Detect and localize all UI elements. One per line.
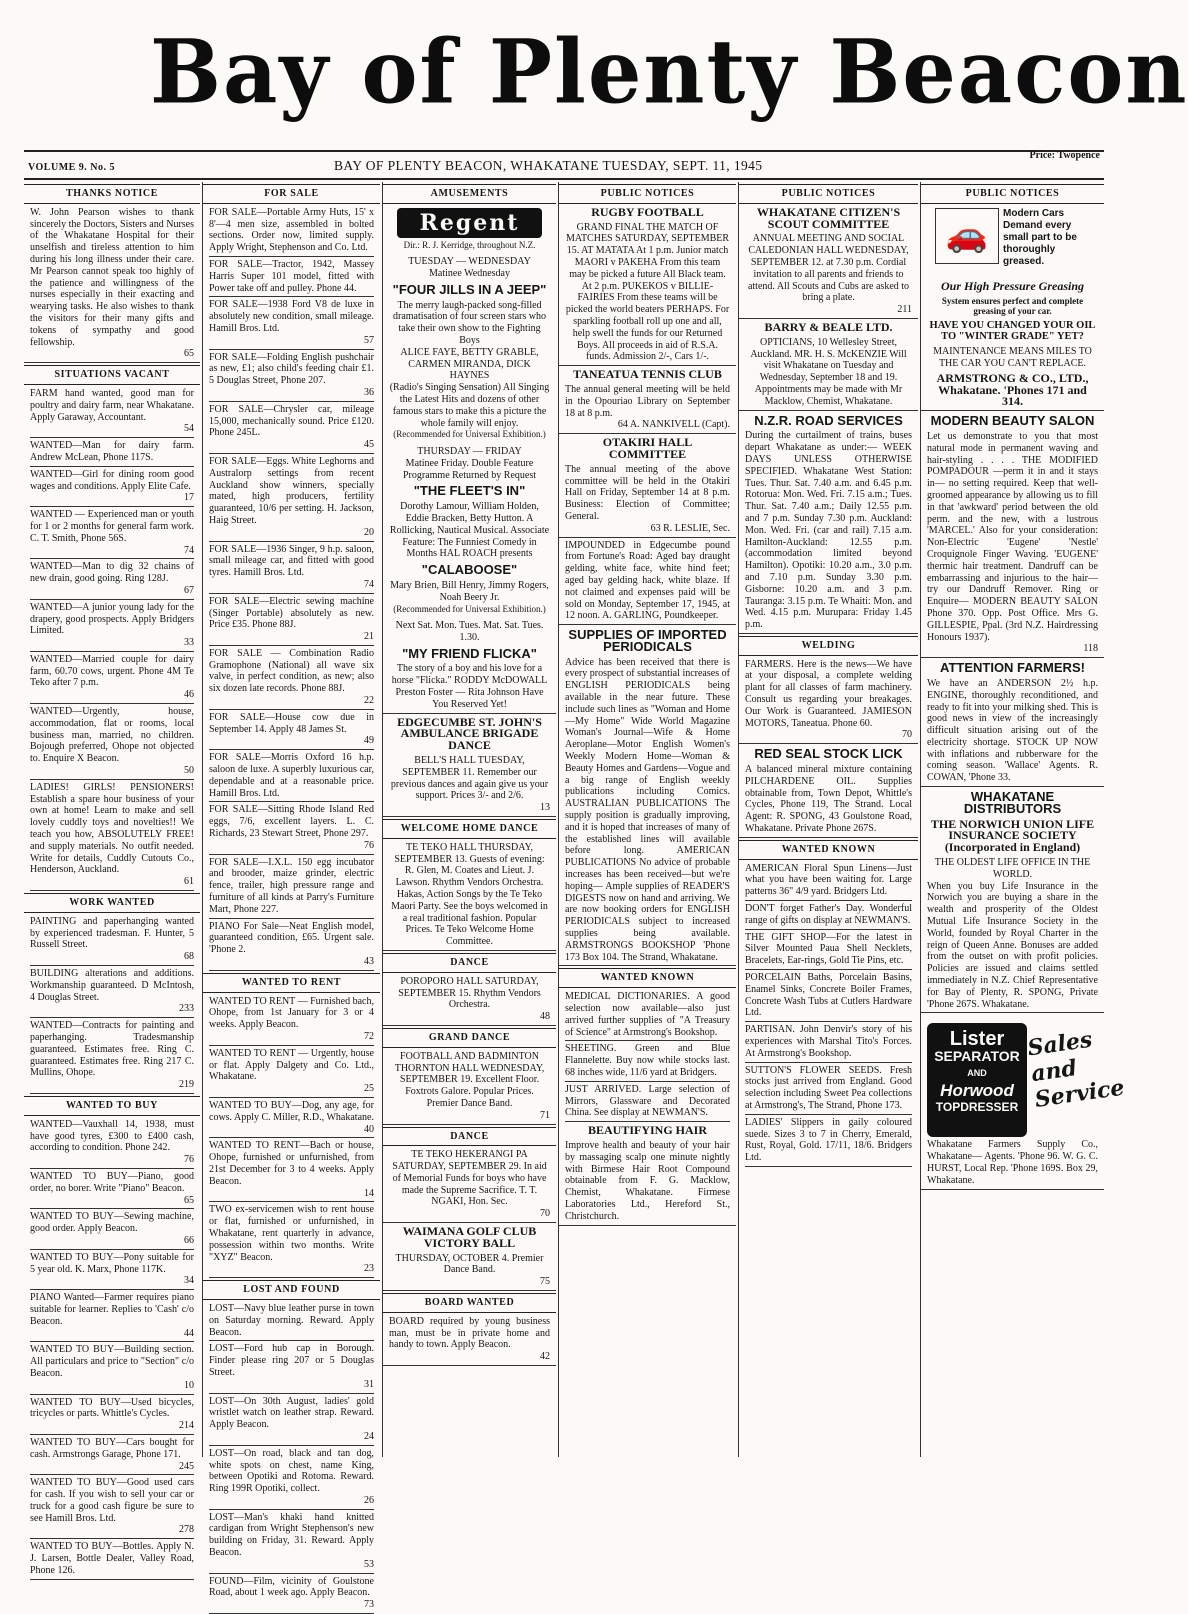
ad-text: FOR SALE—Sitting Rhode Island Red eggs, 7/6, excellent layers. L. C. Richards, 23 Stewart Street, Phone 297. [209,804,374,840]
issue-date: BAY OF PLENTY BEACON, WHAKATANE TUESDAY, SEPT. 11, 1945 [334,158,763,173]
ad-ref: 42 [540,1351,550,1363]
ad-ref: 75 [540,1276,550,1288]
ad-text: FOR SALE—Folding English pushchair as new, £1; also child's feeding chair £1. 5 Douglas Street, Phone 207. [209,351,374,387]
classified-ad [30,1292,194,1342]
classified-ad [745,1065,912,1115]
ad-ref: 71 [540,1109,550,1121]
classified-ad [209,299,374,349]
ad-text: FOR SALE—Electric sewing machine (Singer Portable) absolutely as new. Price £35. Phone 88J. [209,595,374,631]
wanted-to-rent-list [203,996,380,1279]
ad-text: PORCELAIN Baths, Porcelain Basins, Enamel Sinks, Concrete Boiler Frames, Concrete Wash Tubs at Cutlers Hardware Ltd. [745,972,912,1019]
ad-text: WANTED TO BUY—Dog, any age, for cows. Apply C. Miller, R.D., Whakatane. [209,1099,374,1123]
lister-logo-line: AND [967,1068,987,1079]
dance-heading: EDGECUMBE ST. JOHN'S AMBULANCE BRIGADE DANCE [397,714,542,753]
classified-ad [30,602,194,652]
notice-heading: TANEATUA TENNIS CLUB [573,367,722,382]
optician-notice: OPTICIANS, 10 Wellesley Street, Auckland. MR. H. S. McKENZIE Will visit Whakatane on Tuesday and Wednesday, September 18 and 19. Appointments may be made with Mr Macklow, Chemist, Whakatane. [739,337,918,411]
ad-ref: 26 [364,1494,374,1506]
ad-ref: 74 [364,578,374,590]
welding-notice [739,659,918,745]
wanted-known-list [739,863,918,1167]
film-title: "CALABOOSE" [421,562,518,578]
column-2 [202,182,380,1611]
ad-text: MEDICAL DICTIONARIES. A good selection now available—also just arrived further supplies of "A Treasury of Science" at Armstrong's Bookshop. [565,991,730,1038]
ad-text: LOST—Man's khaki hand knitted cardigan from Wright Stephenson's new building on Friday, 31. Reward. Apply Beacon. [209,1511,374,1559]
ad-text: FARM hand wanted, good man for poultry and dairy farm, near Whakatane. Apply Garaway, Accountant. [30,387,194,423]
insurer-tagline: THE OLDEST LIFE OFFICE IN THE WORLD. [934,857,1091,880]
ad-ref: 46 [184,689,194,701]
ad-text: LOST—On road, black and tan dog, white spots on chest, name King, between Opotiki and Rotoma. Reward. Ring 199R Opotiki, collect. [209,1447,374,1495]
ad-text: FOR SALE—Tractor, 1942, Massey Harris Super 101 model, fitted with Power take off and pulley. Phone 44. [209,258,374,294]
ad-signature: 64 A. NANKIVELL (Capt). [617,419,730,431]
ad-text: W. John Pearson wishes to thank sincerely the Doctors, Sisters and Nurses of the Whakatane Hospital for their unselfish and tireless attention to him during his long illness under their care. Mr Pearson cannot speak too highly of the patience and willingness of the nurses especially in their exacting and wearying tasks. He also wishes to thank the visitors for their many gifts and tokens of sympathy and good fellowship. [30,206,194,348]
dance-notice [383,1051,556,1125]
classified-ad [745,1117,912,1167]
ad-text: FOR SALE—I.X.L. 150 egg incubator and brooder, maize grinder, electric fence, trailer, high pressure range and furniture of all kinds at Parry's Furniture Mart, Phone 227. [209,856,374,915]
ad-ref: 65 [184,348,194,360]
classified-ad [565,1043,730,1081]
ad-text: WANTED TO BUY—Building section. All particulars and price to "Section" c/o Beacon. [30,1344,194,1379]
price: Price: Twopence [1029,150,1100,161]
ad-ref: 13 [540,802,550,814]
ad-text: WANTED—Man for dairy farm. Andrew McLean, Phone 117S. [30,440,194,463]
greasing-line: System ensures perfect and complete greasing of your car. [941,295,1084,317]
ad-text: WANTED TO BUY—Sewing machine, good order. Apply Beacon. [30,1211,194,1235]
classified-ad [30,440,194,467]
insurance-notice: When you buy Life Insurance in the Norwich you are buying a share in the wealth and prosperity of the Oldest Mutual Life Insurance Society in the World, founded by Royal Charter in the reign of Queen Anne. Bonuses are added from the outset on with profit policies. Policies are issued and claims settled immediately in N.Z. Chief Representative for Bay of Plenty, R. SPONG, Private 'Phone 267S. Whakatane. [921,881,1104,1014]
classified-ad [209,207,374,257]
ad-ref: 40 [364,1123,374,1135]
ad-ref: 21 [364,631,374,643]
ad-ref: 48 [540,1011,550,1023]
notice-heading: WHAKATANE DISTRIBUTORS [963,789,1062,816]
ad-text: POROPORO HALL SATURDAY, SEPTEMBER 15. Rhythm Vendors Orchestra. [398,975,541,1011]
ad-text: WANTED TO BUY—Pony suitable for 5 year old. K. Marx, Phone 117K. [30,1251,194,1275]
greasing-line: Modern Cars Demand every small part to be thoroughly greased. [1003,207,1077,267]
dance-notice [383,1253,556,1291]
ad-text: WANTED TO BUY—Bottles. Apply N. J. Larsen, Bottle Dealer, Valley Road, Phone 126. [30,1541,194,1576]
ad-signature: 63 R. LESLIE, Sec. [650,522,730,534]
board-notice [383,1316,556,1366]
ad-text: TE TEKO HEKERANGI PA SATURDAY, SEPTEMBER 29. In aid of Memorial Funds for boys who have made the Supreme Sacrifice. T. T. NGAKI, Hon. Sec. [392,1149,547,1208]
classified-ad [745,863,912,901]
program-matinee: Matinee Wednesday [429,268,510,280]
regent-logo: Regent [397,208,542,238]
column-1 [24,182,200,1576]
ad-ref: 278 [179,1524,194,1536]
ad-text: WANTED TO RENT—Bach or house, Ohope, furnished or unfurnished, from 21st December for 3 to 4 weeks. Apply Beacon. [209,1140,374,1187]
ad-text: WANTED TO BUY—Used bicycles, tricycles or parts. Whittle's Cycles. [30,1396,194,1420]
newspaper-columns [24,182,1127,1611]
ad-text: WANTED TO RENT — Urgently, house or flat. Apply Dalgety and Co. Ltd., Whakatane. [209,1047,374,1083]
ad-ref: 211 [897,304,912,316]
ad-ref: 17 [184,492,194,504]
classified-ad [565,1084,730,1122]
wanted-known-list [559,991,736,1122]
lost-found-list [203,1303,380,1614]
ad-text: SHEETING. Green and Blue Flannelette. Buy now while stocks last. 68 inches wide, 11/6 yard at Bridgers. [565,1043,730,1078]
ad-ref: 23 [364,1263,374,1275]
ad-text: The annual meeting of the above committee will be held in the Otakiri Hall on Friday, September 14 at 8 p.m. Business: Election of Committee; General. [565,463,730,522]
ad-ref: 43 [364,956,374,968]
film-cast: ALICE FAYE, BETTY GRABLE, CARMEN MIRANDA, DICK HAYNES [400,346,539,382]
classified-ad [209,1303,374,1341]
ad-text: THURSDAY, OCTOBER 4. Premier Dance Band. [395,1252,544,1276]
ad-text: THE GIFT SHOP—For the latest in Silver Mounted Paua Shell Necklets, Bracelets, Ear-rings, Gold Tie Pins, etc. [745,931,912,967]
dance-notice: TE TEKO HALL THURSDAY, SEPTEMBER 13. Guests of evening: R. Glen, M. Coates and Lieut. J. Lawson. Rhythm Vendors Orchestra. Hakas, Action Songs by the Te Teko Maori Party. See the boys welcomed in a real traditional fashion. Popular Prices. Te Teko Welcome Home Committee. [383,842,556,951]
road-services-notice: During the curtailment of trains, buses depart Whakatane as under:— WEEK DAYS UNLESS OTHERWISE SPECIFIED. Whakatane West Station: Tues. Thur. Sat. 7.40 a.m. and 6.45 p.m. Rotorua: Mon. Wed. Fri. 7.15 a.m.; Tues. Thur. Sat. 7.40 a.m.; Daily 12.55 p.m. and 7 p.m. Sunday 7.30 p.m. Auckland: Mon. Wed. Fri. (car and rail) 7.15 a.m. Hamilton-Auckland: 12.55 p.m. (accommodation limited beyond Hamilton). Opotiki: 10.20 a.m., 3.0 p.m. and 7.10 p.m. Sunday 3.30 p.m. Gisborne: 10.20 a.m. and 3 p.m. Tauranga: 3.15 p.m. Te Whaiti: Mon. and Wed. 4.15 p.m. Murupara: Friday 1.45 p.m. [739,430,918,634]
classified-ad [30,1397,194,1435]
classified-ad [30,1020,194,1094]
ad-text: WANTED—Urgently, house, accommodation, flat or rooms, local business man, married, no children. Bojough preferred, Ohope not objected to. Enquire X Beacon. [30,706,194,765]
greasing-ad [929,208,1096,278]
ad-text: LADIES! GIRLS! PENSIONERS! Establish a spare hour business of your own at home! Learn to make and sell lovely cuddly toys and novelties!! We teach you how, ABSOLUTELY FREE! and supply materials. No outfit needed. Write for details, Cuddly Cutouts Co., Henderson, Auckland. [30,781,194,876]
ad-text: FOOTBALL AND BADMINTON THORNTON HALL WEDNESDAY, SEPTEMBER 19. Excellent Floor. Foxtrots Galore. Popular Prices. Premier Dance Band. [394,1050,545,1109]
classified-ad [30,654,194,704]
notice-heading: BARRY & BEALE LTD. [764,319,893,334]
film-cast: Mary Brien, Bill Henry, Jimmy Rogers, Noah Beery Jr. [390,579,549,603]
notice-heading: RUGBY FOOTBALL [591,204,704,219]
ad-text: SUTTON'S FLOWER SEEDS. Fresh stocks just arrived from England. Good selection including Sweet Pea collections at Armstrong's, The Strand, Phone 173. [745,1064,912,1111]
film-title: "THE FLEET'S IN" [413,483,526,499]
ad-ref: 214 [179,1420,194,1432]
notice-heading: ATTENTION FARMERS! [940,660,1085,676]
greasing-copy [1003,208,1090,278]
situations-list [24,388,200,891]
ad-ref: 245 [179,1460,194,1472]
ad-text: WANTED—Contracts for painting and paperhanging. Tradesmanship guaranteed. Estimates free. Ring C. guaranteed. Estimates free. Ring 217 C. Mullins, Ohope. [30,1020,194,1079]
salon-notice [921,431,1104,658]
ad-text: PIANO Wanted—Farmer requires piano suitable for learner. Replies to 'Cash' c/o Beacon. [30,1292,194,1327]
classified-ad [209,1140,374,1202]
lister-agent-notice: Whakatane Farmers Supply Co., Whakatane— Agents. 'Phone 96. W. G. C. HURST, Local Rep. 'Phone 169S. Box 29, Whakatane. [921,1139,1104,1189]
ad-ref: 66 [184,1234,194,1246]
notice-heading: SUPPLIES OF IMPORTED PERIODICALS [568,627,727,654]
classified-ad [209,544,374,594]
notice-heading: BEAUTIFYING HAIR [587,1123,707,1138]
ad-text: WANTED TO BUY—Piano, good order, no borer. Write "Piano" Beacon. [30,1170,194,1194]
film-title: "MY FRIEND FLICKA" [402,645,537,661]
section-heading: BOARD WANTED [383,1293,556,1313]
film-blurb: The merry laugh-packed song-filled dramatisation of four screen stars who take their own show to the Fighting Boys [392,299,546,347]
ad-ref: 67 [184,584,194,596]
ad-ref: 50 [184,765,194,777]
classified-ad [30,1344,194,1394]
ad-ref: 57 [364,334,374,346]
section-heading: PUBLIC NOTICES [921,184,1104,204]
classified-ad [745,1024,912,1062]
oil-headline: HAVE YOU CHANGED YOUR OIL TO "WINTER GRADE" YET? [929,319,1096,343]
ad-text: FOR SALE—House cow due in September 14. Apply 48 James St. [209,711,374,735]
program-matinee: Matinee Friday. Double Feature Programme Returned by Request [402,457,537,481]
classified-ad [30,1541,194,1579]
classified-ad [745,932,912,970]
film-blurb: The story of a boy and his love for a horse "Flicka." RODDY McDOWALL Preston Foster — Rita Johnson Have You Reserved Yet! [383,663,556,713]
classified-ad [209,1048,374,1098]
classified-ad [565,991,730,1041]
ad-ref: 20 [364,526,374,538]
ad-text: PARTISAN. John Denvir's story of his experiences with Marshal Tito's Forces. At Armstrong's Bookshop. [745,1024,912,1059]
column-5 [738,182,918,1457]
armstrong-address: ARMSTRONG & CO., LTD., Whakatane. 'Phones 171 and 314. [921,373,1104,411]
section-heading: THANKS NOTICE [24,184,200,204]
section-heading: WANTED KNOWN [559,968,736,988]
maintenance-line: MAINTENANCE MEANS MILES TO THE CAR YOU CAN'T REPLACE. [933,346,1092,369]
hair-notice: Improve health and beauty of your hair by massaging scalp one minute nightly with Birmese Hair Root Compound obtainable from F. G. Macklow, Chemist, Whakatane. Firmese Laboratories Ltd., Hereford St., Christchurch. [559,1140,736,1226]
notice-heading: N.Z.R. ROAD SERVICES [754,412,903,428]
classified-ad [30,1171,194,1209]
classified-ad [30,782,194,891]
ad-text: TWO ex-servicemen wish to rent house or flat, furnished or unfurnished, in Whakatane, rent quarterly in advance, possession within two months. Write "XYZ" Beacon. [209,1204,374,1263]
classified-ad [30,706,194,780]
ad-text: LADIES' Slippers in gaily coloured suede. Sizes 3 to 7 in Cherry, Emerald, Rust, Royal, Gold. 17/11, 18/6. Bridgers Ltd. [745,1116,912,1164]
ad-text: FARMERS. Here is the news—We have at your disposal, a complete welding plant for all classes of farm machinery. Consult us regarding your breakages. Our Work is Guaranteed. JAMIESON MOTORS, Taneatua. Phone 60. [745,658,912,729]
classified-ad [209,456,374,542]
section-heading: PUBLIC NOTICES [559,184,736,204]
rugby-notice: GRAND FINAL THE MATCH OF MATCHES SATURDAY, SEPTEMBER 15. AT MATATA At 1 p.m. Junior match MAORI v PAKEHA From this team may be picked a future All Black team. At 2 p.m. PUKEKOS v BILLIE-FAIRIES From these teams will be picked the world beaters PERHAPS. For sparkling football roll up one and all, help swell the funds for our Returned Boys. All proceeds in aid of R.S.A. funds. Admission 2/-, Cars 1/-. [559,222,736,367]
classified-ad [209,259,374,297]
ad-ref: 14 [364,1187,374,1199]
ad-ref: 34 [184,1275,194,1287]
program-days: THURSDAY — FRIDAY [417,445,522,457]
film-rating: (Recommended for Universal Exhibition.) [393,603,546,614]
notice-heading: MODERN BEAUTY SALON [930,413,1095,429]
ad-ref: 74 [184,544,194,556]
section-heading: WORK WANTED [24,893,200,913]
otakiri-notice [559,464,736,538]
ad-ref: 65 [184,1194,194,1206]
thanks-notice [24,207,200,363]
classified-ad [209,1204,374,1278]
ad-text: ANNUAL MEETING AND SOCIAL CALEDONIAN HALL WEDNESDAY, SEPTEMBER 12. at 7.30 p.m. Cordial invitation to all parents and friends to attend. All Scouts and Cubs are asked to bring a plate. [747,233,910,304]
dateline [24,150,1104,180]
classified-ad [209,1448,374,1510]
car-icon: 🚗 [935,208,999,264]
classified-ad [209,1100,374,1138]
ad-text: LOST—Ford hub cap in Borough. Finder please ring 207 or 5 Douglas Street. [209,1343,374,1378]
ad-text: WANTED—A junior young lady for the drapery, good prospects. Apply Bridgers Limited. [30,601,194,637]
ad-text: FOR SALE—1936 Singer, 9 h.p. saloon, small mileage car, and fitted with good tyres. Hamill Bros. Ltd. [209,543,374,579]
ad-ref: 233 [179,1003,194,1015]
program-days: TUESDAY — WEDNESDAY [408,256,531,268]
classified-ad [209,404,374,454]
ad-text: Let us demonstrate to you that most natural mode in permanent waving and hair-styling . . . . THE MODIFIED POMPADOUR —perm it in and it stays in— no setting required. Keep that well-groomed appearance by allowing us to fill in that 'awkward' period between the old perm. and the new, with a lustrous 'MARCEL.' Also for your consideration: Non-Electric 'Eugene' 'Nestle' Croquignole Finger Waving. 'EUGENE' thermic hair treatment. Dandruff can be embarrassing and injurious to the hair—try our Dandruff Remover. Ring or Enquire— MODERN BEAUTY SALON Phone 370. Opp. Post Office. Mrs G. GILLESPIE, Ppal. (3rd N.Z. Hairdressing Honours 1937). [927,430,1098,643]
column-4 [558,182,736,1457]
ad-text: WANTED—Man to dig 32 chains of new drain, good going. Ring 128J. [30,561,194,585]
ad-text: WANTED — Experienced man or youth for 1 or 2 months for general farm work. C. T. Smith, Phone 56S. [30,509,194,544]
program-days: Next Sat. Mon. Tues. Mat. Sat. Tues. 1.30. [395,620,544,643]
classified-ad [209,1576,374,1614]
classified-ad [30,916,194,966]
ad-ref: 22 [364,695,374,707]
ad-ref: 49 [364,735,374,747]
ad-ref: 33 [184,637,194,649]
section-heading: DANCE [383,1127,556,1147]
ad-text: JUST ARRIVED. Large selection of Mirrors, Glassware and Decorated China. See display at NEWMAN'S. [565,1083,730,1119]
lister-logo-line: SEPARATOR [934,1048,1020,1065]
ad-text: DON'T forget Father's Day. Wonderful range of gifts on display at NEWMAN'S. [745,903,912,926]
section-heading: DANCE [383,953,556,973]
section-heading: AMUSEMENTS [383,184,556,204]
section-heading: WELDING [739,636,918,656]
ad-text: BELL'S HALL TUESDAY, SEPTEMBER 11. Remember our previous dances and again give us your support. Prices 3/- and 2/6. [390,754,549,802]
section-heading: GRAND DANCE [383,1028,556,1048]
lister-logo [927,1023,1027,1137]
sales-service-lettering: Sales and Service [1026,1027,1127,1114]
classified-ad [209,1343,374,1393]
film-title: "FOUR JILLS IN A JEEP" [392,281,547,297]
notice-heading: WHAKATANE CITIZEN'S SCOUT COMMITTEE [756,204,901,231]
dance-notice [383,1149,556,1223]
classified-ad [209,712,374,750]
classified-ad [745,903,912,930]
classified-ad [209,752,374,802]
classified-ad [30,1211,194,1249]
ad-text: FOR SALE — Combination Radio Gramophone (National) all wave six valve, in perfect condition, as new; also six dozen late records. Phone 88J. [209,647,374,695]
classified-ad [30,1477,194,1539]
ad-ref: 219 [179,1079,194,1091]
section-heading: WANTED TO BUY [24,1096,200,1116]
column-3 [382,182,556,1457]
classified-ad [30,561,194,599]
dance-heading: WAIMANA GOLF CLUB VICTORY BALL [402,1224,537,1250]
lister-logo-line: Horwood [940,1081,1014,1101]
ad-text: WANTED TO BUY—Good used cars for cash. If you wish to sell your car or truck for a good cash figure be sure to see Hamill Bros. Ltd. [30,1477,194,1524]
ad-ref: 25 [364,1083,374,1095]
greasing-headline: Our High Pressure Greasing [940,278,1085,293]
ad-ref: 76 [364,839,374,851]
classified-ad [745,972,912,1022]
ad-text: BUILDING alterations and additions. Workmanship guaranteed. D McIntosh, 4 Douglas Street. [30,968,194,1003]
periodicals-notice: Advice has been received that there is every prospect of substantial increases of ENGLISH PERIODICALS being available in the near future. These include such lines as "Woman and Home—My Home" Wide World Magazine Woman's Journal—Wife & Home Aeroplane—Motor English Women's Weekly Modern Home—Woman & Beauty Homes and Gardens—Vogue and a big range of English weekly publications including Comics. AUSTRALIAN PUBLICATIONS The supply position is gradually improving, and it is hoped that increases of many of the established lines will available before long. AMERICAN PUBLICATIONS No advice of probable increases has been received—but we're hoping— Ample supplies of READER'S DIGESTS now on hand and arriving. We are now booking orders for ENGLISH PERIODICALS subject to increased supplies being available. ARMSTRONGS BOOKSHOP 'Phone 173 Box 104. The Strand, Whakatane. [559,657,736,967]
ad-text: PAINTING and paperhanging wanted by experienced tradesman. F. Hunter, 5 Russell Street. [30,915,194,951]
farmers-notice: We have an ANDERSON 2½ h.p. ENGINE, thoroughly reconditioned, and ready to fit into your milking shed. This is good news in view of the increasingly difficult situation arising out of the electricity shortage. STOCK UP NOW with inflations and rubberware for the coming season. 'Wallace' Agents. R. COWAN, 'Phone 33. [921,678,1104,787]
ad-text: BOARD required by young business man, must be in private home and handy to town. Apply Beacon. [389,1315,550,1351]
ad-ref: 10 [184,1379,194,1391]
ad-ref: 53 [364,1558,374,1570]
ad-text: FOR SALE—Eggs. White Leghorns and Australorp settings from recent Auckland show winners, specially mated, high producers, fertility guaranteed, 10/6 per setting. H. Jackson, Haig Street. [209,455,374,526]
ad-text: LOST—Navy blue leather purse in town on Saturday morning. Reward. Apply Beacon. [209,1302,374,1338]
cinema-director: Dir.: R. J. Kerridge, throughout N.Z. [403,239,536,250]
ad-text: WANTED TO RENT — Furnished bach, Ohope, from 1st January for 3 or 4 weeks. Apply Beacon. [209,995,374,1031]
lister-ad [927,1023,1127,1139]
lister-logo-line: TOPDRESSER [935,1100,1019,1115]
classified-ad [209,1396,374,1446]
ad-ref: 73 [364,1599,374,1611]
ad-ref: 54 [184,423,194,435]
ad-ref: 72 [364,1031,374,1042]
classified-ad [30,1437,194,1475]
ad-text: The annual general meeting will be held in the Opouriao Library on September 18 at 8 p.m. [565,383,730,419]
ad-ref: 36 [364,386,374,398]
notice-heading: OTAKIRI HALL COMMITTEE [602,435,693,461]
classified-ad [209,857,374,919]
wanted-to-buy-list [24,1119,200,1580]
ad-text: WANTED—Girl for dining room good wages and conditions. Apply Elite Cafe. [30,468,194,492]
ad-ref: 70 [902,729,912,741]
notice-heading: RED SEAL STOCK LICK [754,746,903,762]
classified-ad [30,968,194,1018]
newspaper-title: Bay of Plenty Beacon [150,19,1188,124]
work-wanted-list [24,916,200,1094]
ad-ref: 61 [184,876,194,888]
ad-text: AMERICAN Floral Spun Linens—Just what you have been waiting for. Large patterns 36" 4/9 yard. Bridgers Ltd. [745,862,912,898]
insurer-name: THE NORWICH UNION LIFE INSURANCE SOCIETY (Incorporated in England) [930,816,1095,855]
scout-notice [739,233,918,319]
column-6 [920,182,1127,1457]
ad-text: FOR SALE—Chrysler car, mileage 15,000, mechanically sound. Price £120. Phone 245L. [209,403,374,439]
ad-text: WANTED TO BUY—Cars bought for cash. Armstrongs Garage, Phone 171. [30,1436,194,1460]
classified-ad [209,804,374,854]
classified-ad [30,388,194,438]
lister-logo-line: Lister [949,1028,1005,1051]
ad-text: FOR SALE—Portable Army Huts, 15' x 8'—4 men size, assembled in bolted sections. Order now, limited supply. Apply Wright, Stephenson and Co. Ltd. [209,206,374,254]
ad-ref: 70 [540,1208,550,1220]
ad-text: FOR SALE—1938 Ford V8 de luxe in absolutely new condition, small mileage. Hamill Bros. Ltd. [209,299,374,334]
dance-notice [383,755,556,817]
section-heading: PUBLIC NOTICES [739,184,918,204]
ad-text: WANTED—Married couple for dairy farm, 60.70 cows, urgent. Phone 4M Te Teko after 7 p.m. [30,653,194,689]
impound-notice: IMPOUNDED in Edgecumbe pound from Fortune's Road: Aged bay draught gelding, white face, white hind feet; aged bay gelding hack, white blaze. If not claimed and expenses paid will be sold on Monday, September 17, 1945, at 12 noon. A. GARLING, Poundkeeper. [559,540,736,626]
ad-text: PIANO For Sale—Neat English model, guaranteed condition, £65. Urgent sale. 'Phone 2. [209,920,374,956]
stock-lick-notice: A balanced mineral mixture containing PILCHARDENE OIL. Supplies obtainable from, Town Depot, Whittle's Cycles, Phone 119, The Strand. Local Agent: R. SPONG, 43 Goulstone Road, Whakatane. Private Phone 267S. [739,764,918,838]
masthead [0,0,1188,150]
classified-ad [30,509,194,559]
ad-ref: 45 [364,439,374,451]
section-heading: WANTED KNOWN [739,840,918,860]
section-heading: SITUATIONS VACANT [24,365,200,385]
classified-ad [30,1119,194,1169]
film-blurb: (Radio's Singing Sensation) All Singing the Latest Hits and dozens of other famous stars to make this a picture the whole family will enjoy. [389,382,550,429]
volume-number: VOLUME 9. No. 5 [28,162,116,173]
ad-text: WANTED—Vauxhall 14, 1938, must have good tyres, £300 to £400 cash, according to condition. Phone 242. [30,1118,194,1154]
classified-ad [209,921,374,971]
ad-ref: 68 [184,951,194,963]
section-heading: WANTED TO RENT [203,973,380,993]
dance-notice [383,976,556,1026]
classified-ad [30,1252,194,1290]
classified-ad [209,352,374,402]
ad-text: LOST—On 30th August, ladies' gold wristlet watch on leather strap. Reward. Apply Beacon. [209,1395,374,1431]
ad-text: FOR SALE—Morris Oxford 16 h.p. saloon de luxe. A superbly luxurious car, dependable and at a reasonable price. Hamill Bros. Ltd. [209,752,374,799]
ad-ref: 44 [184,1327,194,1339]
tennis-notice [559,384,736,434]
film-rating: (Recommended for Universal Exhibition.) [393,429,546,440]
classified-ad [209,596,374,646]
ad-ref: 31 [364,1378,374,1390]
section-heading: WELCOME HOME DANCE [383,819,556,839]
section-heading: LOST AND FOUND [203,1280,380,1300]
section-heading: FOR SALE [203,184,380,204]
film-blurb: Dorothy Lamour, William Holden, Eddie Bracken, Betty Hutton. A Rollicking, Nautical Musical. Associate Feature: The Funniest Comedy in Months HAL ROACH presents [389,501,550,560]
classified-ad [30,469,194,507]
ad-ref: 118 [1083,643,1098,655]
classified-ad [209,1512,374,1574]
ad-ref: 24 [364,1430,374,1442]
classified-ad [209,648,374,710]
classified-ad [209,996,374,1046]
ad-ref: 76 [184,1154,194,1166]
for-sale-list [203,207,380,971]
ad-text: FOUND—Film, vicinity of Goulstone Road, about 1 week ago. Apply Beacon. [209,1575,374,1599]
